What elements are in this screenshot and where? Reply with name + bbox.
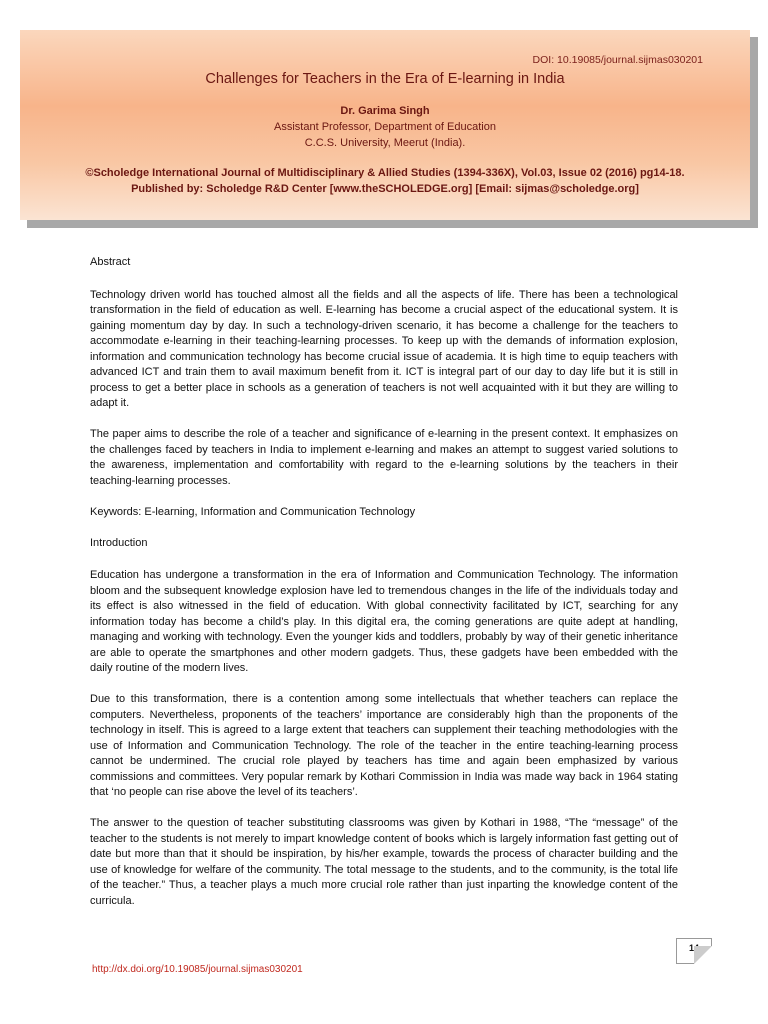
page-number-box [676,938,712,964]
page-fold-icon [694,946,712,964]
introduction-paragraph-3: The answer to the question of teacher substituting classrooms was given by Kothari in 1988, “The “message” of the teacher to the students is not merely to impart knowledge content of books which is largely information fast getting out of date but more than that it should be inspiration, by his/her example, towards the process of character building and the use of knowledge for welfare of the community. The total message to the students, and to the community, is the total life of the teacher.” Thus, a teacher plays a much more crucial role rather than just inparting the knowledge content of the curricula. [90,817,678,907]
keywords: Keywords: E-learning, Information and Communication Technology [90,505,416,518]
paper-title: Challenges for Teachers in the Era of E-learning in India [205,71,565,87]
abstract-paragraph-2: The paper aims to describe the role of a teacher and significance of e-learning in the present context. It emphasizes on the challenges faced by teachers in India to implement e-learning and makes an attempt to suggest varied solutions to the awareness, implementation and comfortability with regard to the e-learning solutions by the teachers in their teaching-learning processes. [90,428,678,487]
header-banner [20,30,750,220]
introduction-paragraph-2: Due to this transformation, there is a contention among some intellectuals that whether teachers can replace the computers. Nevertheless, proponents of the teachers’ importance are considerably high than the proponents of the technology in itself. This is agreed to a large extent that teachers can supplement their teaching methodologies with the use of Information and Communication Technology. The role of the teacher in the entire teaching-learning process cannot be undermined. The crucial role played by teachers has time and again been emphasized by various commissions and committees. Very popular remark by Kothari Commission in India was made way back in 1964 stating that ‘no people can rise above the level of its teachers’. [90,693,678,798]
publisher-line: Published by: Scholedge R&D Center [www.theSCHOLEDGE.org] [Email: sijmas@scholedge.org] [131,183,639,195]
author-affiliation-university: C.C.S. University, Meerut (India). [304,137,466,149]
footer-doi-link[interactable]: http://dx.doi.org/10.19085/journal.sijmas030201 [92,964,303,975]
introduction-heading: Introduction [90,536,148,549]
abstract-paragraph-1: Technology driven world has touched almost all the fields and all the aspects of life. There has been a technological transformation in the field of education as well. E-learning has become a crucial aspect of the educational system. It is gaining momentum day by day. In such a technology-driven scenario, it has become a challenge for the teachers to accommodate e-learning in their teaching-learning processes. To keep up with the demands of information explosion, information and communication technology has become crucial issue of academia. It is high time to equip teachers with advanced ICT and train them to avail maximum benefit from it. ICT is integral part of our day to day life but it is still in process to get a better place in schools as a generation of teachers is not well acquainted with it but they are willing to adapt it. [90,288,678,409]
introduction-paragraph-1: Education has undergone a transformation in the era of Information and Communication Technology. The information bloom and the subsequent knowledge explosion have led to tremendous changes in the life of the individuals today and its effect is also witnessed in the field of education. With global connectivity facilitated by ICT, searching for any information today has become a child’s play. In this digital era, the coming generations are quite adept at handling, managing and working with technology. Even the younger kids and toddlers, probably by way of their genetic inheritance are able to operate the smartphones and other modern gadgets. Thus, these gadgets have been embedded with the daily routine of the modern lives. [90,569,678,674]
author-affiliation-position: Assistant Professor, Department of Education [274,121,496,133]
journal-citation: ©Scholedge International Journal of Multidisciplinary & Allied Studies (1394-336X), Vol.03, Issue 02 (2016) pg14-18. [85,167,685,179]
doi-label: DOI: 10.19085/journal.sijmas030201 [532,54,703,66]
paper-body [90,255,678,925]
author-name: Dr. Garima Singh [340,105,430,117]
abstract-heading: Abstract [90,256,131,268]
page-number: 14 [688,943,699,953]
